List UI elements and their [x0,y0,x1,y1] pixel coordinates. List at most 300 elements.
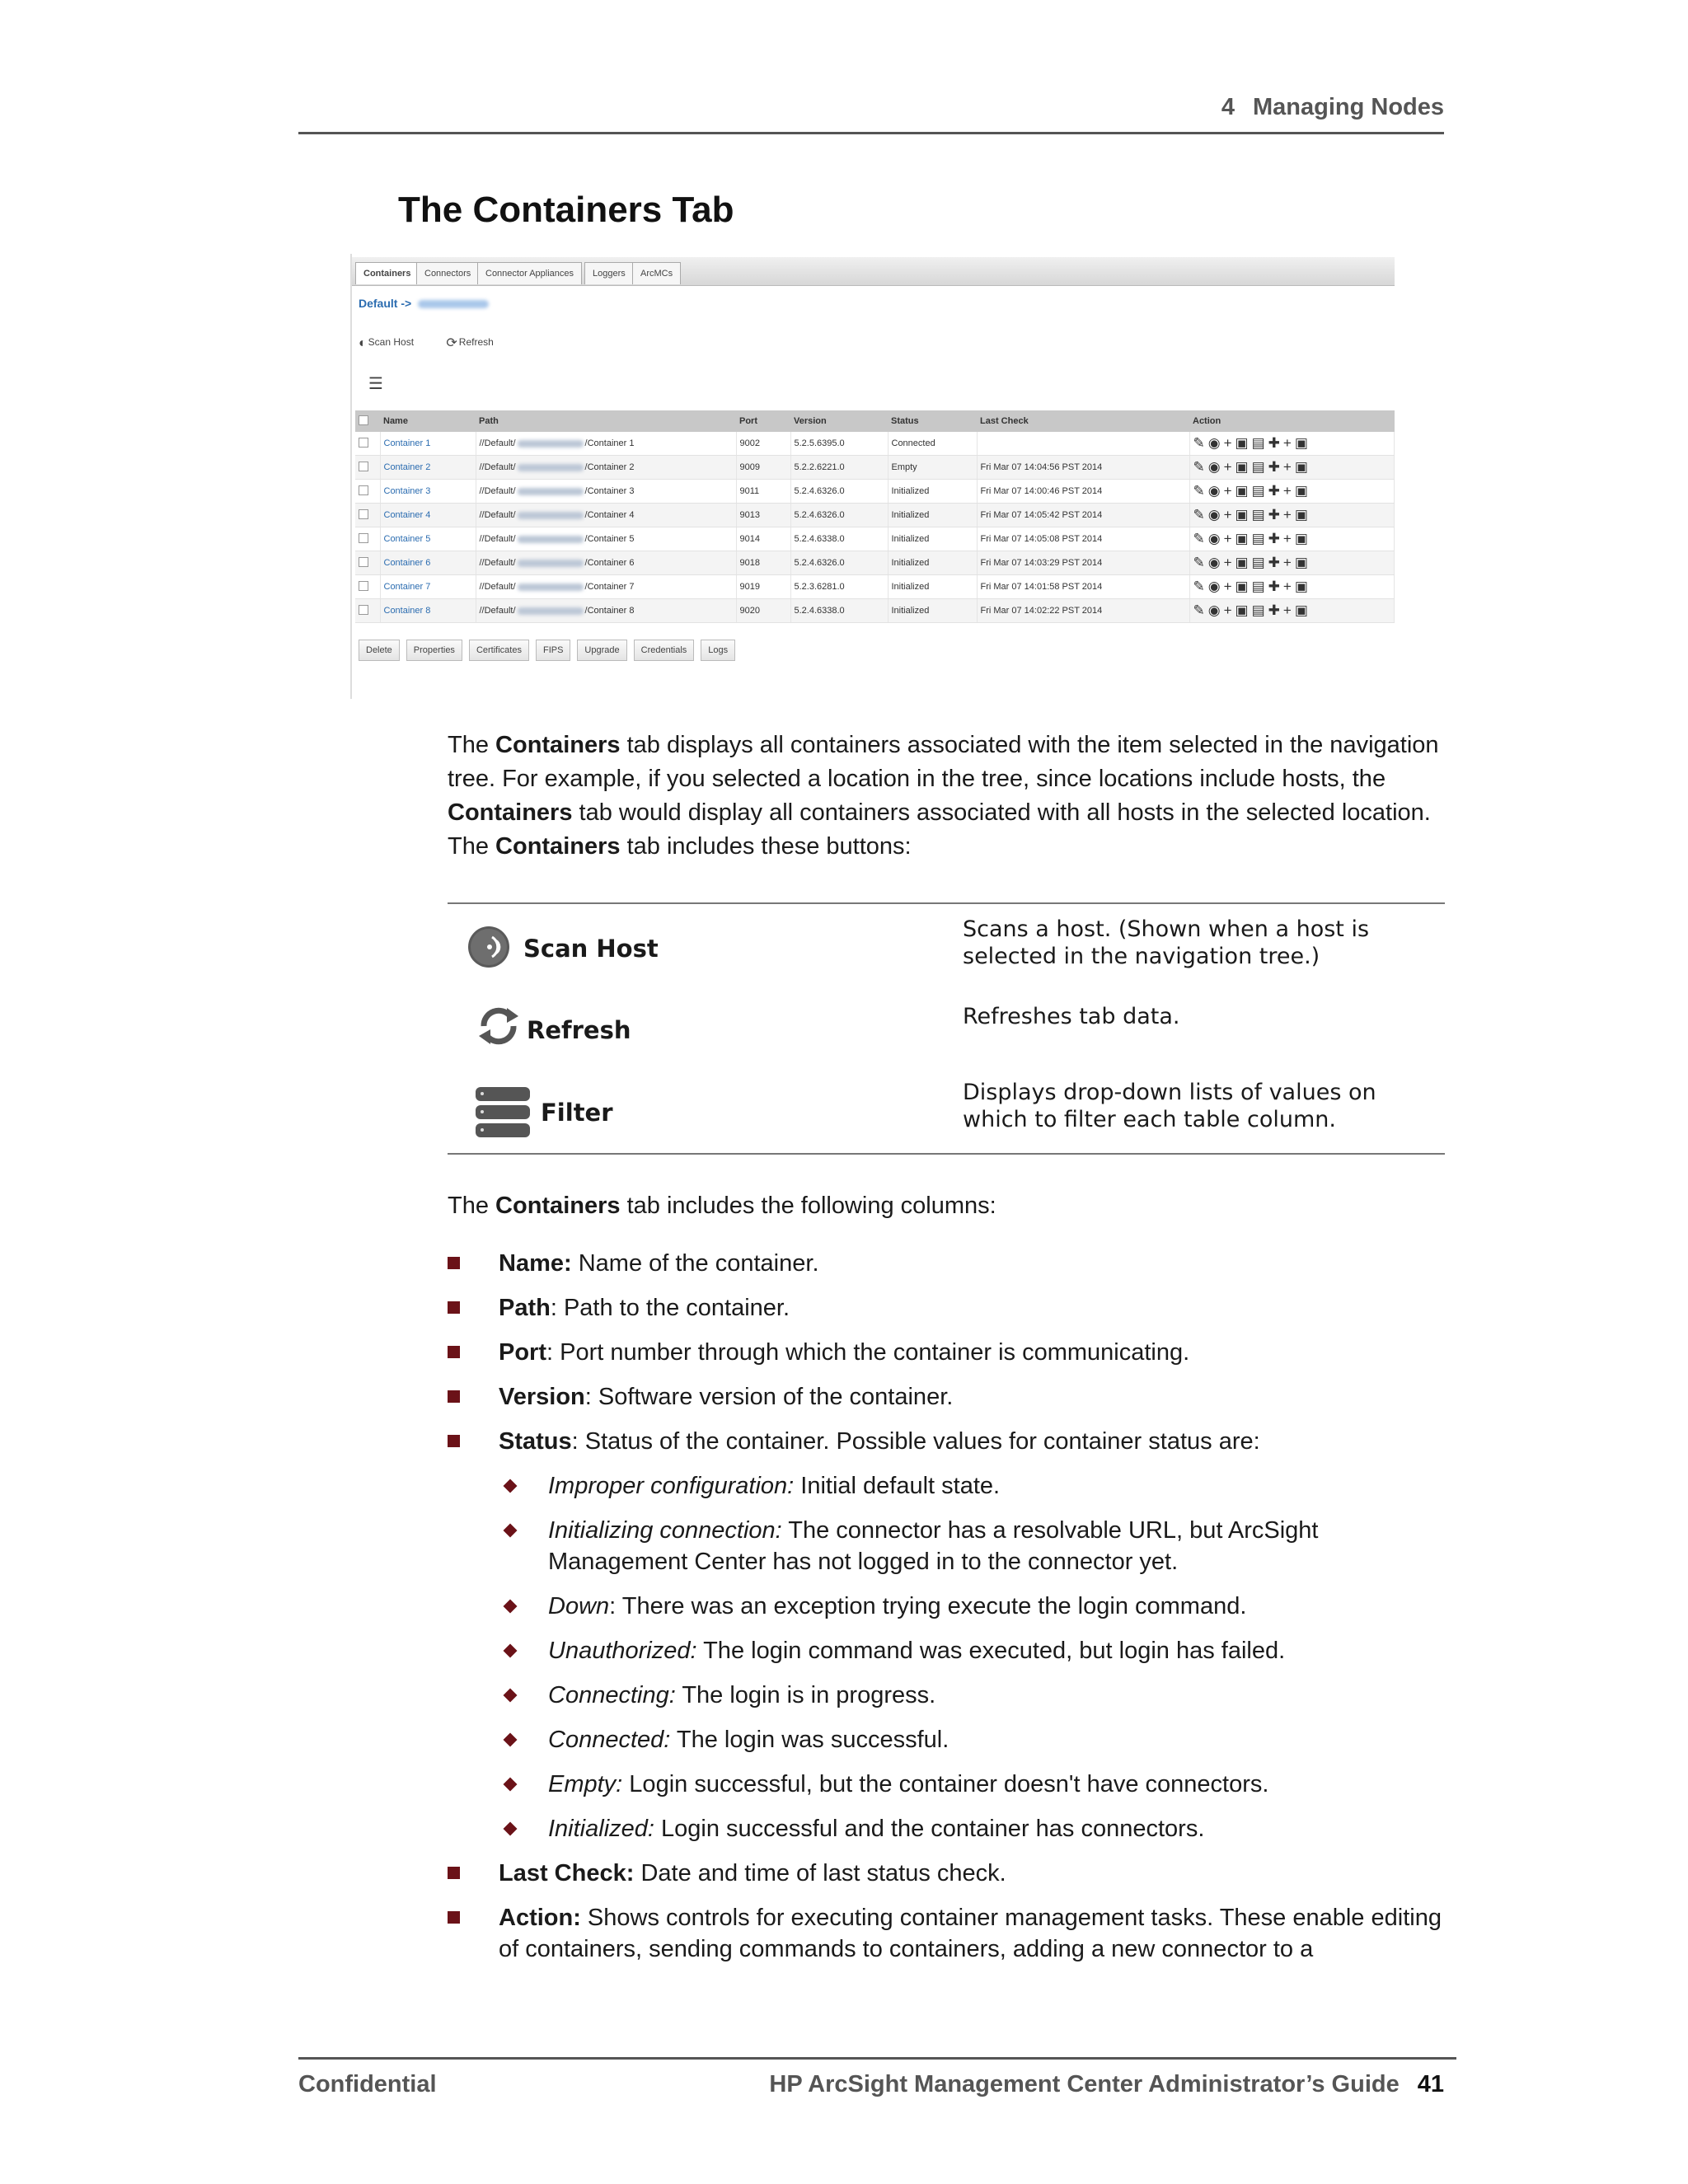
status-term: Initialized: [548,1816,654,1842]
list-desc: : Port number through which the container is communicating. [546,1339,1190,1366]
cell-status: Initialized [888,551,977,575]
cell-port: 9014 [736,527,790,551]
row-checkbox[interactable] [359,581,368,591]
breadcrumb [359,297,489,310]
cell-status: Empty [888,456,977,480]
refresh-label: Refresh [527,1016,631,1044]
cell-actions[interactable] [1189,575,1395,599]
page-footer [298,2057,1456,2101]
cell-name[interactable]: Container 8 [380,599,476,623]
column-port[interactable]: Port [736,410,790,432]
status-term: Connected: [548,1727,671,1753]
bullet-square-icon [448,1301,460,1314]
filter-icon [474,1085,532,1140]
page-number: 41 [1417,2071,1444,2097]
path-redacted [518,560,584,567]
command-icon[interactable]: ◉ [1207,459,1224,475]
scan-host-icon: ◐ [359,336,367,350]
status-item-connected [448,1724,1449,1755]
refresh-button-small[interactable] [446,336,508,348]
tab-arcmcs[interactable]: ArcMCs [632,262,681,284]
buttons-table [448,902,1445,1155]
containers-table [355,410,1395,623]
path-suffix: /Container 8 [584,606,635,616]
cell-last-check: Fri Mar 07 14:05:08 PST 2014 [977,527,1189,551]
list-term: Name: [499,1250,572,1277]
cell-status: Initialized [888,575,977,599]
bullet-diamond-icon [504,1479,518,1493]
scan-host-label-small: Scan Host [368,336,415,348]
monitor-icon[interactable]: ▣ [1235,435,1252,451]
table-row [355,432,1395,456]
bullet-square-icon [448,1867,460,1879]
bullet-square-icon [448,1257,460,1269]
intro-bold-1: Containers [495,732,621,758]
status-item-initialized [448,1813,1449,1844]
list-term: Path [499,1295,551,1321]
scan-host-label: Scan Host [523,935,659,963]
table-row [355,504,1395,527]
cell-status: Connected [888,432,977,456]
refresh-icon: ⟳ [446,336,457,350]
cell-actions[interactable] [1189,480,1395,504]
cell-last-check: Fri Mar 07 14:03:29 PST 2014 [977,551,1189,575]
cell-version: 5.2.5.6395.0 [790,432,888,456]
path-prefix: //Default/ [479,534,516,544]
properties-button[interactable]: Properties [406,640,462,661]
filter-label: Filter [541,1099,613,1127]
chart-icon[interactable]: ▣ [1294,507,1311,523]
path-suffix: /Container 3 [584,486,635,496]
row-select[interactable] [355,432,380,456]
breadcrumb-redacted [418,300,489,308]
columns-intro-text-1: The [448,1193,496,1219]
intro-paragraph [448,729,1449,864]
section-title: The Containers Tab [398,190,734,230]
command-icon[interactable]: ◉ [1207,555,1224,570]
add-connector-icon[interactable]: + [1223,531,1236,546]
cell-name[interactable]: Container 4 [380,504,476,527]
cell-name[interactable]: Container 5 [380,527,476,551]
doc-icon[interactable]: ▤ [1251,459,1268,475]
cell-actions[interactable] [1189,504,1395,527]
cell-last-check: Fri Mar 07 14:00:46 PST 2014 [977,480,1189,504]
monitor-icon[interactable]: ▣ [1235,531,1252,546]
path-prefix: //Default/ [479,486,516,496]
scan-host-desc: Scans a host. (Shown when a host is selected in the navigation tree.) [963,916,1370,969]
add-icon[interactable]: + [1282,531,1295,546]
path-suffix: /Container 1 [584,438,635,448]
chapter-title: Managing Nodes [1252,94,1444,120]
doc-icon[interactable]: ▤ [1251,483,1268,499]
path-suffix: /Container 4 [584,510,635,520]
scan-host-icon [467,926,510,968]
breadcrumb-default[interactable]: Default -> [359,297,412,310]
status-desc: The login was successful. [670,1727,950,1753]
columns-intro [448,1189,1445,1223]
chart-icon[interactable]: ▣ [1294,459,1311,475]
select-all-header[interactable] [355,410,380,432]
path-redacted [518,512,584,519]
footer-guide [769,2071,1444,2098]
edit-icon[interactable]: ✎ [1193,555,1208,570]
cell-status: Initialized [888,504,977,527]
monitor-icon[interactable]: ▣ [1235,579,1252,594]
edit-icon[interactable]: ✎ [1193,531,1208,546]
bullet-diamond-icon [504,1822,518,1836]
command-icon[interactable]: ◉ [1207,507,1224,523]
add-icon[interactable]: + [1282,435,1295,451]
bullet-square-icon [448,1346,460,1358]
bullet-diamond-icon [504,1644,518,1658]
fips-button[interactable]: FIPS [536,640,570,661]
row-checkbox[interactable] [359,509,368,519]
path-redacted [518,488,584,495]
monitor-icon[interactable]: ▣ [1235,602,1252,618]
monitor-icon[interactable]: ▣ [1235,483,1252,499]
status-desc: Login successful, but the container doesn't have connectors. [622,1771,1269,1797]
button-row-refresh [448,987,1445,1069]
column-status[interactable]: Status [888,410,977,432]
bullet-diamond-icon [504,1733,518,1747]
add-connector-icon[interactable]: + [1223,555,1236,570]
footer-guide-title: HP ArcSight Management Center Administrator’s Guide [769,2071,1400,2097]
cell-last-check: Fri Mar 07 14:01:58 PST 2014 [977,575,1189,599]
add-connector-icon[interactable]: + [1223,459,1236,475]
list-term: Port [499,1339,546,1366]
screenshot-toolbar [359,335,523,351]
monitor-icon[interactable]: ▣ [1235,459,1252,475]
cell-actions[interactable] [1189,456,1395,480]
path-prefix: //Default/ [479,606,516,616]
command-icon[interactable]: ◉ [1207,579,1224,594]
cell-path [476,527,736,551]
status-desc: : There was an exception trying execute the login command. [609,1593,1247,1619]
cell-name[interactable]: Container 1 [380,432,476,456]
command-icon[interactable]: ◉ [1207,602,1224,618]
status-term: Empty: [548,1771,623,1797]
cell-path [476,432,736,456]
tab-containers[interactable]: Containers [355,262,419,284]
path-prefix: //Default/ [479,438,516,448]
status-term: Unauthorized: [548,1638,697,1664]
edit-icon[interactable]: ✎ [1193,483,1208,499]
cell-path [476,575,736,599]
status-term: Down [548,1593,610,1619]
edit-icon[interactable]: ✎ [1193,602,1208,618]
row-checkbox[interactable] [359,605,368,615]
status-desc: Initial default state. [794,1473,1001,1499]
cell-port: 9019 [736,575,790,599]
button-row-scan-host [448,904,1445,987]
chapter-number: 4 [1221,94,1235,120]
path-prefix: //Default/ [479,510,516,520]
add-connector-icon[interactable]: + [1223,483,1236,499]
list-desc: Date and time of last status check. [634,1860,1006,1886]
path-suffix: /Container 2 [584,462,635,472]
path-redacted [518,583,584,591]
bullet-diamond-icon [504,1689,518,1703]
cell-version: 5.2.4.6338.0 [790,527,888,551]
button-row-filter [448,1069,1445,1151]
bullet-diamond-icon [504,1600,518,1614]
column-version[interactable]: Version [790,410,888,432]
intro-text-1: The [448,732,496,758]
list-item-last-check [448,1858,1449,1889]
columns-intro-text-2: tab includes the following columns: [620,1193,996,1219]
cell-status: Initialized [888,527,977,551]
add-connector-icon[interactable]: + [1223,602,1236,618]
intro-text-4: tab includes these buttons: [620,833,912,860]
add-icon[interactable]: + [1282,579,1295,594]
list-item-action [448,1902,1449,1965]
cell-actions[interactable] [1189,527,1395,551]
tab-bar [352,257,1395,286]
refresh-label-small: Refresh [458,336,494,348]
status-desc: The connector has a resolvable URL, but ArcSight Management Center has not logged in to the connector yet. [548,1517,1319,1575]
row-checkbox[interactable] [359,557,368,567]
cell-version: 5.2.2.6221.0 [790,456,888,480]
list-term: Status [499,1428,572,1455]
move-icon[interactable]: ✚ [1268,435,1283,451]
cell-last-check [977,432,1189,456]
row-checkbox[interactable] [359,462,368,471]
list-item-version [448,1381,1449,1413]
cell-name[interactable]: Container 3 [380,480,476,504]
tab-loggers[interactable]: Loggers [584,262,634,284]
column-last-check[interactable]: Last Check [977,410,1189,432]
status-desc: Login successful and the container has connectors. [654,1816,1205,1842]
status-term: Initializing connection: [548,1517,782,1544]
row-select[interactable] [355,480,380,504]
row-select[interactable] [355,504,380,527]
intro-text-2: tab displays all containers associated with the item selected in the navigation tree. For example, if you selected a location in the tree, since locations include hosts, the [448,732,1439,792]
move-icon[interactable]: ✚ [1268,531,1283,546]
cell-version: 5.2.3.6281.0 [790,575,888,599]
list-item-name [448,1248,1449,1279]
path-redacted [518,464,584,471]
logs-button[interactable]: Logs [701,640,735,661]
cell-port: 9020 [736,599,790,623]
cell-last-check: Fri Mar 07 14:04:56 PST 2014 [977,456,1189,480]
edit-icon[interactable]: ✎ [1193,435,1208,451]
cell-path [476,551,736,575]
bullet-square-icon [448,1435,460,1447]
path-redacted [518,536,584,543]
filter-icon[interactable]: ☰ [368,375,383,393]
list-term: Action: [499,1905,581,1931]
list-desc: Shows controls for executing container management tasks. These enable editing of containers, sending commands to containers, adding a new connector to a [499,1905,1442,1962]
status-term: Connecting: [548,1682,676,1708]
intro-bold-2: Containers [448,799,573,826]
cell-last-check: Fri Mar 07 14:05:42 PST 2014 [977,504,1189,527]
cell-version: 5.2.4.6326.0 [790,480,888,504]
chart-icon[interactable]: ▣ [1294,531,1311,546]
doc-icon[interactable]: ▤ [1251,507,1268,523]
select-all-checkbox[interactable] [359,415,368,425]
cell-last-check: Fri Mar 07 14:02:22 PST 2014 [977,599,1189,623]
move-icon[interactable]: ✚ [1268,579,1283,594]
bottom-button-row [359,640,742,661]
table-row [355,551,1395,575]
tab-connectors[interactable]: Connectors [416,262,479,284]
refresh-desc: Refreshes tab data. [963,1004,1180,1029]
move-icon[interactable]: ✚ [1268,483,1283,499]
list-item-path [448,1292,1449,1324]
table-row [355,599,1395,623]
add-icon[interactable]: + [1282,555,1295,570]
cell-path [476,504,736,527]
certificates-button[interactable]: Certificates [469,640,529,661]
command-icon[interactable]: ◉ [1207,435,1224,451]
cell-version: 5.2.4.6326.0 [790,504,888,527]
footer-confidential: Confidential [298,2071,437,2097]
doc-icon[interactable]: ▤ [1251,531,1268,546]
cell-path [476,456,736,480]
table-row [355,480,1395,504]
list-desc: : Status of the container. Possible values for container status are: [571,1428,1260,1455]
column-action[interactable]: Action [1189,410,1395,432]
move-icon[interactable]: ✚ [1268,555,1283,570]
intro-bold-3: Containers [495,833,621,860]
cell-name[interactable]: Container 2 [380,456,476,480]
list-desc: : Software version of the container. [584,1384,954,1410]
cell-port: 9011 [736,480,790,504]
columns-intro-bold: Containers [495,1193,621,1219]
header-text [1221,94,1444,121]
bullet-square-icon [448,1911,460,1924]
cell-port: 9009 [736,456,790,480]
refresh-icon [476,1005,522,1047]
chart-icon[interactable]: ▣ [1294,579,1311,594]
row-select[interactable] [355,599,380,623]
status-desc: The login is in progress. [675,1682,936,1708]
chart-icon[interactable]: ▣ [1294,435,1311,451]
chart-icon[interactable]: ▣ [1294,483,1311,499]
table-row [355,456,1395,480]
row-select[interactable] [355,456,380,480]
containers-screenshot [350,254,1395,699]
cell-actions[interactable] [1189,432,1395,456]
monitor-icon[interactable]: ▣ [1235,507,1252,523]
bullet-diamond-icon [504,1778,518,1792]
path-suffix: /Container 5 [584,534,635,544]
list-term: Last Check: [499,1860,635,1886]
status-item-empty [448,1769,1449,1800]
edit-icon[interactable]: ✎ [1193,507,1208,523]
move-icon[interactable]: ✚ [1268,602,1283,618]
status-item-initializing-connection [448,1515,1449,1577]
scan-host-button-small[interactable] [359,336,429,348]
filter-desc: Displays drop-down lists of values on which to filter each table column. [963,1080,1376,1132]
column-path[interactable]: Path [476,410,736,432]
list-desc: Name of the container. [571,1250,819,1277]
upgrade-button[interactable]: Upgrade [577,640,626,661]
add-connector-icon[interactable]: + [1223,579,1236,594]
edit-icon[interactable]: ✎ [1193,579,1208,594]
add-connector-icon[interactable]: + [1223,435,1236,451]
list-term: Version [499,1384,585,1410]
path-suffix: /Container 7 [584,582,635,592]
add-icon[interactable]: + [1282,483,1295,499]
chart-icon[interactable]: ▣ [1294,555,1311,570]
doc-icon[interactable]: ▤ [1251,602,1268,618]
row-select[interactable] [355,527,380,551]
command-icon[interactable]: ◉ [1207,483,1224,499]
path-prefix: //Default/ [479,462,516,472]
tab-connector-appliances[interactable]: Connector Appliances [477,262,582,284]
list-item-status [448,1426,1449,1457]
list-desc: : Path to the container. [550,1295,790,1321]
delete-button[interactable]: Delete [359,640,400,661]
cell-status: Initialized [888,480,977,504]
status-item-unauthorized [448,1635,1449,1666]
add-icon[interactable]: + [1282,602,1295,618]
cell-path [476,480,736,504]
chart-icon[interactable]: ▣ [1294,602,1311,618]
doc-icon[interactable]: ▤ [1251,555,1268,570]
cell-actions[interactable] [1189,599,1395,623]
row-checkbox[interactable] [359,485,368,495]
status-desc: The login command was executed, but login has failed. [696,1638,1286,1664]
move-icon[interactable]: ✚ [1268,507,1283,523]
status-item-down [448,1591,1449,1622]
add-icon[interactable]: + [1282,507,1295,523]
table-row [355,527,1395,551]
cell-status: Initialized [888,599,977,623]
bullet-diamond-icon [504,1524,518,1538]
path-prefix: //Default/ [479,558,516,568]
intro-text-3: tab would display all containers associated with all hosts in the selected location. The [448,799,1431,860]
doc-icon[interactable]: ▤ [1251,579,1268,594]
cell-path [476,599,736,623]
row-checkbox[interactable] [359,438,368,448]
cell-name[interactable]: Container 7 [380,575,476,599]
path-prefix: //Default/ [479,582,516,592]
cell-port: 9018 [736,551,790,575]
move-icon[interactable]: ✚ [1268,459,1283,475]
cell-actions[interactable] [1189,551,1395,575]
monitor-icon[interactable]: ▣ [1235,555,1252,570]
list-item-port [448,1337,1449,1368]
table-header-row [355,410,1395,432]
command-icon[interactable]: ◉ [1207,531,1224,546]
table-row [355,575,1395,599]
edit-icon[interactable]: ✎ [1193,459,1208,475]
cell-port: 9002 [736,432,790,456]
status-item-connecting [448,1680,1449,1711]
row-select[interactable] [355,551,380,575]
cell-version: 5.2.4.6326.0 [790,551,888,575]
columns-list [448,1248,1449,1978]
page-header [298,92,1444,134]
path-suffix: /Container 6 [584,558,635,568]
status-term: Improper configuration: [548,1473,795,1499]
bullet-square-icon [448,1390,460,1403]
column-name[interactable]: Name [380,410,476,432]
credentials-button[interactable]: Credentials [634,640,695,661]
path-redacted [518,607,584,615]
cell-version: 5.2.4.6338.0 [790,599,888,623]
add-icon[interactable]: + [1282,459,1295,475]
status-item-improper-configuration [448,1470,1449,1502]
row-select[interactable] [355,575,380,599]
path-redacted [518,440,584,448]
doc-icon[interactable]: ▤ [1251,435,1268,451]
cell-name[interactable]: Container 6 [380,551,476,575]
row-checkbox[interactable] [359,533,368,543]
add-connector-icon[interactable]: + [1223,507,1236,523]
